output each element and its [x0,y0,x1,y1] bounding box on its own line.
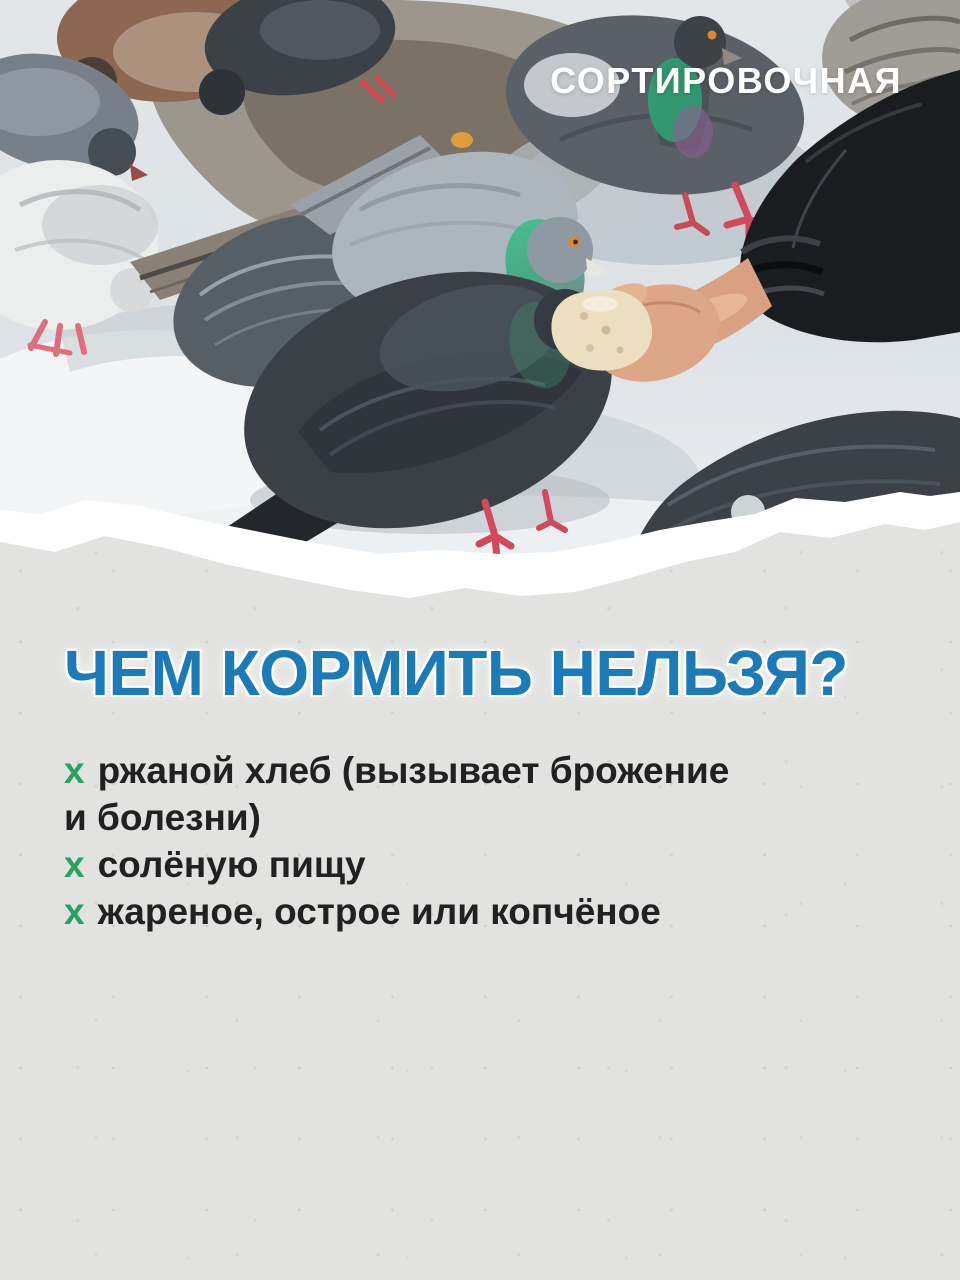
list-item [64,747,904,794]
x-marker: х [64,891,85,933]
text-section [64,637,904,935]
list-item-text: ржаной хлеб (вызывает брожение [97,750,730,792]
brand-watermark: СОРТИРОВОЧНАЯ [550,60,902,101]
list-item-text: и болезни) [64,797,261,839]
x-marker: х [64,844,85,886]
bread-crumb-on-ground [451,132,473,148]
list-item-continuation [64,794,904,841]
list-item [64,888,904,935]
list-item-text: солёную пищу [97,844,366,886]
list-item-text: жареное, острое или копчёное [97,891,661,933]
x-marker: х [64,750,85,792]
list-item [64,841,904,888]
forbidden-food-list [64,747,904,935]
heading: ЧЕМ КОРМИТЬ НЕЛЬЗЯ? [64,637,848,709]
